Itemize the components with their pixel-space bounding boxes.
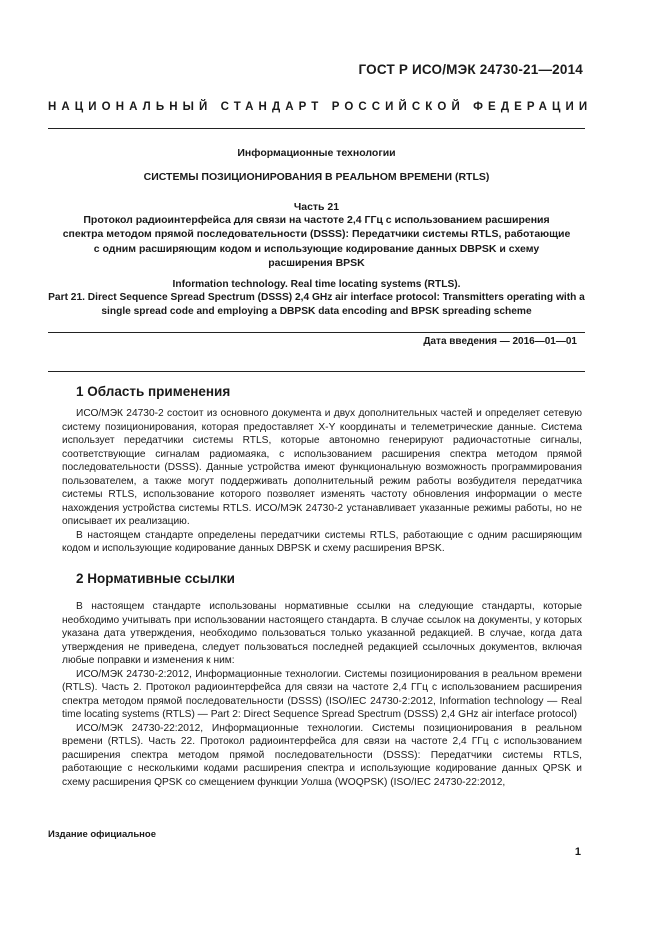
national-standard-banner: НАЦИОНАЛЬНЫЙ СТАНДАРТ РОССИЙСКОЙ ФЕДЕРАЦИИ — [48, 101, 593, 113]
english-title — [48, 278, 585, 318]
page-number: 1 — [574, 846, 581, 858]
part-title: Протокол радиоинтерфейса для связи на частоте 2,4 ГГц с использованием расширения спектра методом прямой последовательности (DSSS): Передатчики системы RTLS, работающие с одним расширяющим кодом и использующие кодирование данных DBPSK и схему расширения BPSK — [62, 214, 571, 270]
main-title: СИСТЕМЫ ПОЗИЦИОНИРОВАНИЯ В РЕАЛЬНОМ ВРЕМЕНИ (RTLS) — [143, 171, 490, 183]
section-2-heading: 2 Нормативные ссылки — [76, 571, 235, 586]
divider-middle — [48, 332, 585, 333]
section-1-paragraph-2: В настоящем стандарте определены передатчики системы RTLS, работающие с одним расширяющим кодом и использующие кодирование данных DBPSK и схему расширения BPSK. — [62, 529, 582, 554]
section-1-body — [62, 407, 582, 556]
divider-bottom — [48, 371, 585, 372]
introduction-date: Дата введения — 2016—01—01 — [423, 336, 577, 347]
standard-series: Информационные технологии — [237, 147, 396, 159]
normative-reference-1: ИСО/МЭК 24730-2:2012, Информационные технологии. Системы позиционирования в реальном времени (RTLS). Часть 2. Протокол радиоинтерфейса для связи на частоте 2,4 ГГц с использованием расширения спектра методом прямой последовательности (DSSS) (ISO/IEC 24730-2:2012, Information technology — Real time locating systems (RTLS) — Part 2: Direct Sequence Spread Spectrum (DSSS) 2,4 GHz air interface protocol) — [62, 668, 582, 720]
part-number: Часть 21 — [293, 201, 340, 213]
document-number: ГОСТ Р ИСО/МЭК 24730-21—2014 — [358, 62, 583, 77]
english-title-line-1: Information technology. Real time locating systems (RTLS). — [172, 279, 461, 290]
english-title-line-2: Part 21. Direct Sequence Spread Spectrum (DSSS) 2,4 GHz air interface protocol: Transmitters operating with a single spread code and employing a DBPSK data encoding and BPSK spreading scheme — [48, 292, 585, 317]
divider-top — [48, 128, 585, 129]
section-1-heading: 1 Область применения — [76, 384, 231, 399]
section-2-body — [62, 600, 582, 789]
normative-reference-2: ИСО/МЭК 24730-22:2012, Информационные технологии. Системы позиционирования в реальном времени (RTLS). Часть 22. Протокол радиоинтерфейса для связи на частоте 2,4 ГГц с использованием расширения спектра методом прямой последовательности (DSSS): Передатчики системы RTLS, работающие с несколькими кодами расширения спектра и использующие кодирование данных QPSK и схему расширения QPSK со смещением функции Уолша (WOQPSK) (ISO/IEC 24730-22:2012, — [62, 722, 582, 788]
section-2-paragraph-1: В настоящем стандарте использованы нормативные ссылки на следующие стандарты, которые необходимо учитывать при использовании настоящего стандарта. В случае ссылок на документы, у которых указана дата утверждения, необходимо пользоваться только указанной редакцией. В случае, когда дата утверждения не приведена, следует пользоваться последней редакцией ссылочных документов, включая любые поправки и изменения к ним: — [62, 601, 582, 666]
edition-label: Издание официальное — [48, 829, 156, 840]
section-1-paragraph-1: ИСО/МЭК 24730-2 состоит из основного документа и двух дополнительных частей и определяет сетевую систему позиционирования, которая предоставляет X-Y координаты и телеметрические данные. Система использует передатчики системы RTLS, которые автономно генерируют радиочастотные сигналы, соответствующие сигналам радиомаяка, с использованием расширения спектра методом прямой последовательности (DSSS). Данные устройства имеют функциональную возможность программирования пользователем, а также могут поддерживать дополнительный режим работы возбудителя передатчика системы RTLS, использование которого позволяет изменять частоту обновления информации о месте нахождения устройства системы RTLS. ИСО/МЭК 24730-2 устанавливает указанные режимы работы, но не описывает их реализацию. — [62, 408, 582, 527]
